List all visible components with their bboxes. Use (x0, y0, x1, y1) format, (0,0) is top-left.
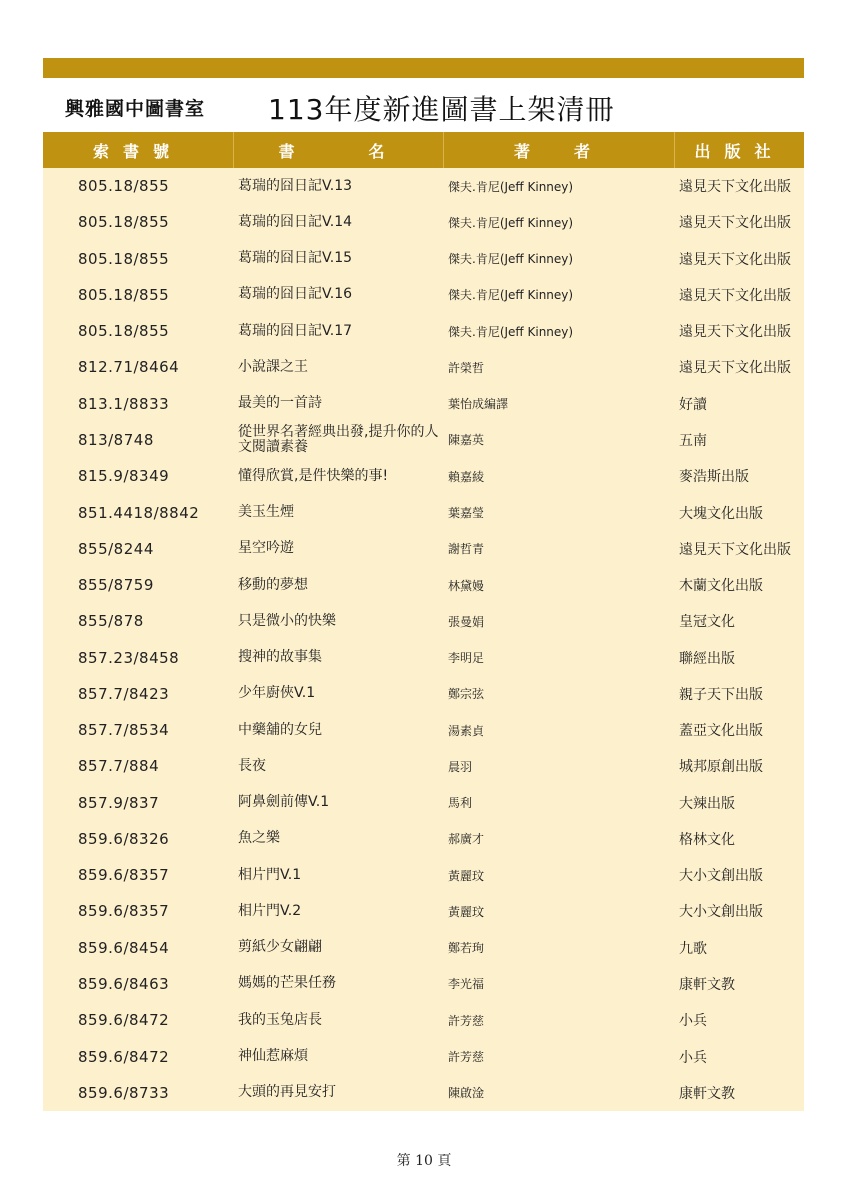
book-title-cell: 媽媽的芒果任務 (238, 975, 336, 992)
publisher-cell: 小兵 (679, 1049, 707, 1066)
publisher-cell: 大小文創出版 (679, 904, 763, 921)
page-number: 第 10 頁 (396, 1153, 452, 1169)
book-list-table (43, 132, 804, 1111)
publisher-cell: 遠見天下文化出版 (679, 179, 791, 196)
call-number-cell: 859.6/8454 (78, 938, 170, 957)
column-header-author: 著 者 (444, 132, 675, 168)
publisher-cell: 康軒文教 (679, 976, 735, 993)
book-title-cell: 星空吟遊 (238, 540, 294, 557)
author-cell: 賴嘉綾 (448, 469, 485, 484)
author-cell: 李光福 (448, 977, 485, 992)
publisher-cell: 麥浩斯出版 (679, 469, 749, 486)
table-row (43, 204, 804, 240)
publisher-cell: 遠見天下文化出版 (679, 324, 791, 341)
publisher-cell: 五南 (679, 432, 707, 449)
table-row (43, 603, 804, 639)
table-row (43, 639, 804, 675)
book-title-cell: 葛瑞的囧日記V.15 (238, 250, 353, 267)
publisher-cell: 九歌 (679, 940, 707, 957)
table-row (43, 712, 804, 748)
table-row (43, 857, 804, 893)
call-number-cell: 859.6/8733 (78, 1083, 170, 1102)
author-cell: 葉嘉瑩 (448, 506, 485, 521)
book-title-cell: 懂得欣賞,是件快樂的事! (238, 467, 389, 484)
call-number-cell: 855/8759 (78, 576, 154, 595)
call-number-cell: 805.18/855 (78, 285, 170, 304)
call-number-cell: 857.7/884 (78, 757, 160, 776)
table-row (43, 785, 804, 821)
table-row (43, 422, 804, 458)
author-cell: 黃麗玟 (448, 868, 485, 883)
call-number-cell: 813/8748 (78, 430, 154, 449)
table-row (43, 241, 804, 277)
author-cell: 傑夫.肯尼(Jeff Kinney) (448, 288, 574, 303)
book-title-cell: 葛瑞的囧日記V.14 (238, 213, 353, 230)
book-title-cell: 魚之樂 (238, 830, 280, 847)
call-number-cell: 812.71/8464 (78, 358, 180, 377)
table-row (43, 531, 804, 567)
book-title-cell: 長夜 (238, 757, 266, 774)
author-cell: 陳嘉英 (448, 433, 485, 448)
publisher-cell: 格林文化 (679, 831, 735, 848)
publisher-cell: 遠見天下文化出版 (679, 287, 791, 304)
publisher-cell: 大辣出版 (679, 795, 735, 812)
table-row (43, 893, 804, 929)
book-title-cell: 移動的夢想 (238, 576, 308, 593)
book-title-cell: 葛瑞的囧日記V.17 (238, 322, 353, 339)
call-number-cell: 805.18/855 (78, 249, 170, 268)
column-header-book-title: 書 名 (234, 132, 444, 168)
table-row (43, 1038, 804, 1074)
table-row (43, 386, 804, 422)
call-number-cell: 857.7/8534 (78, 721, 170, 740)
call-number-cell: 859.6/8357 (78, 902, 170, 921)
call-number-cell: 859.6/8463 (78, 974, 170, 993)
call-number-cell: 859.6/8357 (78, 866, 170, 885)
author-cell: 鄭宗弦 (448, 687, 485, 702)
column-header-call-number: 索書號 (43, 132, 234, 168)
table-header (43, 132, 804, 168)
book-title-cell: 搜神的故事集 (238, 649, 322, 666)
book-title-cell: 剪紙少女翩翩 (238, 939, 322, 956)
author-cell: 晨羽 (448, 759, 473, 774)
call-number-cell: 857.9/837 (78, 793, 160, 812)
book-title-cell: 最美的一首詩 (238, 395, 322, 412)
author-cell: 張曼娟 (448, 614, 485, 629)
book-title-cell: 只是微小的快樂 (238, 612, 336, 629)
publisher-cell: 城邦原創出版 (679, 759, 763, 776)
book-title-cell: 我的玉兔店長 (238, 1011, 322, 1028)
publisher-cell: 康軒文教 (679, 1085, 735, 1102)
publisher-cell: 遠見天下文化出版 (679, 541, 791, 558)
author-cell: 李明足 (448, 651, 485, 666)
call-number-cell: 859.6/8326 (78, 829, 170, 848)
call-number-cell: 857.7/8423 (78, 684, 170, 703)
book-title-cell: 阿鼻劍前傳V.1 (238, 794, 330, 811)
top-accent-bar (43, 58, 804, 78)
publisher-cell: 大塊文化出版 (679, 505, 763, 522)
document-title: 113年度新進圖書上架清冊 (268, 93, 615, 126)
call-number-cell: 857.23/8458 (78, 648, 180, 667)
author-cell: 郝廣才 (448, 832, 485, 847)
book-title-cell: 大頭的再見安打 (238, 1084, 336, 1101)
publisher-cell: 遠見天下文化出版 (679, 360, 791, 377)
publisher-cell: 遠見天下文化出版 (679, 215, 791, 232)
author-cell: 謝哲青 (448, 542, 485, 557)
table-row (43, 349, 804, 385)
author-cell: 湯素貞 (448, 723, 485, 738)
table-row (43, 168, 804, 204)
publisher-cell: 蓋亞文化出版 (679, 723, 763, 740)
author-cell: 傑夫.肯尼(Jeff Kinney) (448, 179, 574, 194)
book-title-cell: 美玉生煙 (238, 504, 294, 521)
table-row (43, 966, 804, 1002)
call-number-cell: 805.18/855 (78, 213, 170, 232)
publisher-cell: 小兵 (679, 1013, 707, 1030)
call-number-cell: 855/878 (78, 612, 144, 631)
publisher-cell: 遠見天下文化出版 (679, 251, 791, 268)
publisher-cell: 親子天下出版 (679, 686, 763, 703)
table-row (43, 494, 804, 530)
book-title-cell: 小說課之王 (238, 358, 308, 375)
book-title-cell: 神仙惹麻煩 (238, 1048, 308, 1064)
publisher-cell: 皇冠文化 (679, 614, 735, 631)
table-row (43, 1075, 804, 1111)
publisher-cell: 聯經出版 (679, 650, 735, 667)
table-row (43, 458, 804, 494)
call-number-cell: 805.18/855 (78, 322, 170, 341)
author-cell: 傑夫.肯尼(Jeff Kinney) (448, 324, 574, 339)
book-title-cell: 相片門V.1 (238, 866, 302, 883)
table-row (43, 313, 804, 349)
book-title-cell: 葛瑞的囧日記V.13 (238, 177, 353, 194)
author-cell: 許芳慈 (448, 1013, 485, 1028)
call-number-cell: 805.18/855 (78, 177, 170, 196)
page-header (43, 82, 804, 130)
author-cell: 黃麗玟 (448, 904, 485, 919)
author-cell: 傑夫.肯尼(Jeff Kinney) (448, 252, 574, 267)
author-cell: 馬利 (448, 796, 473, 811)
table-body (43, 168, 804, 1111)
publisher-cell: 好讀 (679, 396, 707, 413)
publisher-cell: 木蘭文化出版 (679, 578, 763, 595)
table-row (43, 930, 804, 966)
table-row (43, 567, 804, 603)
author-cell: 傑夫.肯尼(Jeff Kinney) (448, 215, 574, 230)
book-title-cell: 相片門V.2 (238, 902, 302, 919)
book-title-cell: 中藥舖的女兒 (238, 721, 322, 738)
column-header-publisher: 出版社 (694, 141, 785, 161)
call-number-cell: 855/8244 (78, 539, 154, 558)
book-title-cell: 少年廚俠V.1 (238, 685, 316, 702)
author-cell: 林黛嫚 (448, 578, 485, 593)
author-cell: 葉怡成編譯 (448, 397, 509, 412)
publisher-cell: 大小文創出版 (679, 868, 763, 885)
author-cell: 陳啟淦 (448, 1086, 485, 1101)
call-number-cell: 813.1/8833 (78, 394, 170, 413)
call-number-cell: 815.9/8349 (78, 467, 170, 486)
table-row (43, 748, 804, 784)
school-name: 興雅國中圖書室 (65, 98, 206, 120)
call-number-cell: 859.6/8472 (78, 1011, 170, 1030)
table-row (43, 277, 804, 313)
author-cell: 許芳慈 (448, 1050, 485, 1064)
table-row (43, 1002, 804, 1038)
table-row (43, 676, 804, 712)
call-number-cell: 851.4418/8842 (78, 503, 200, 522)
table-row (43, 821, 804, 857)
author-cell: 許榮哲 (448, 360, 485, 375)
call-number-cell: 859.6/8472 (78, 1047, 170, 1066)
book-title-cell: 葛瑞的囧日記V.16 (238, 286, 353, 303)
author-cell: 鄭若珣 (448, 941, 485, 956)
book-title-cell: 從世界名著經典出發,提升你的人文閱讀素養 (238, 423, 439, 455)
